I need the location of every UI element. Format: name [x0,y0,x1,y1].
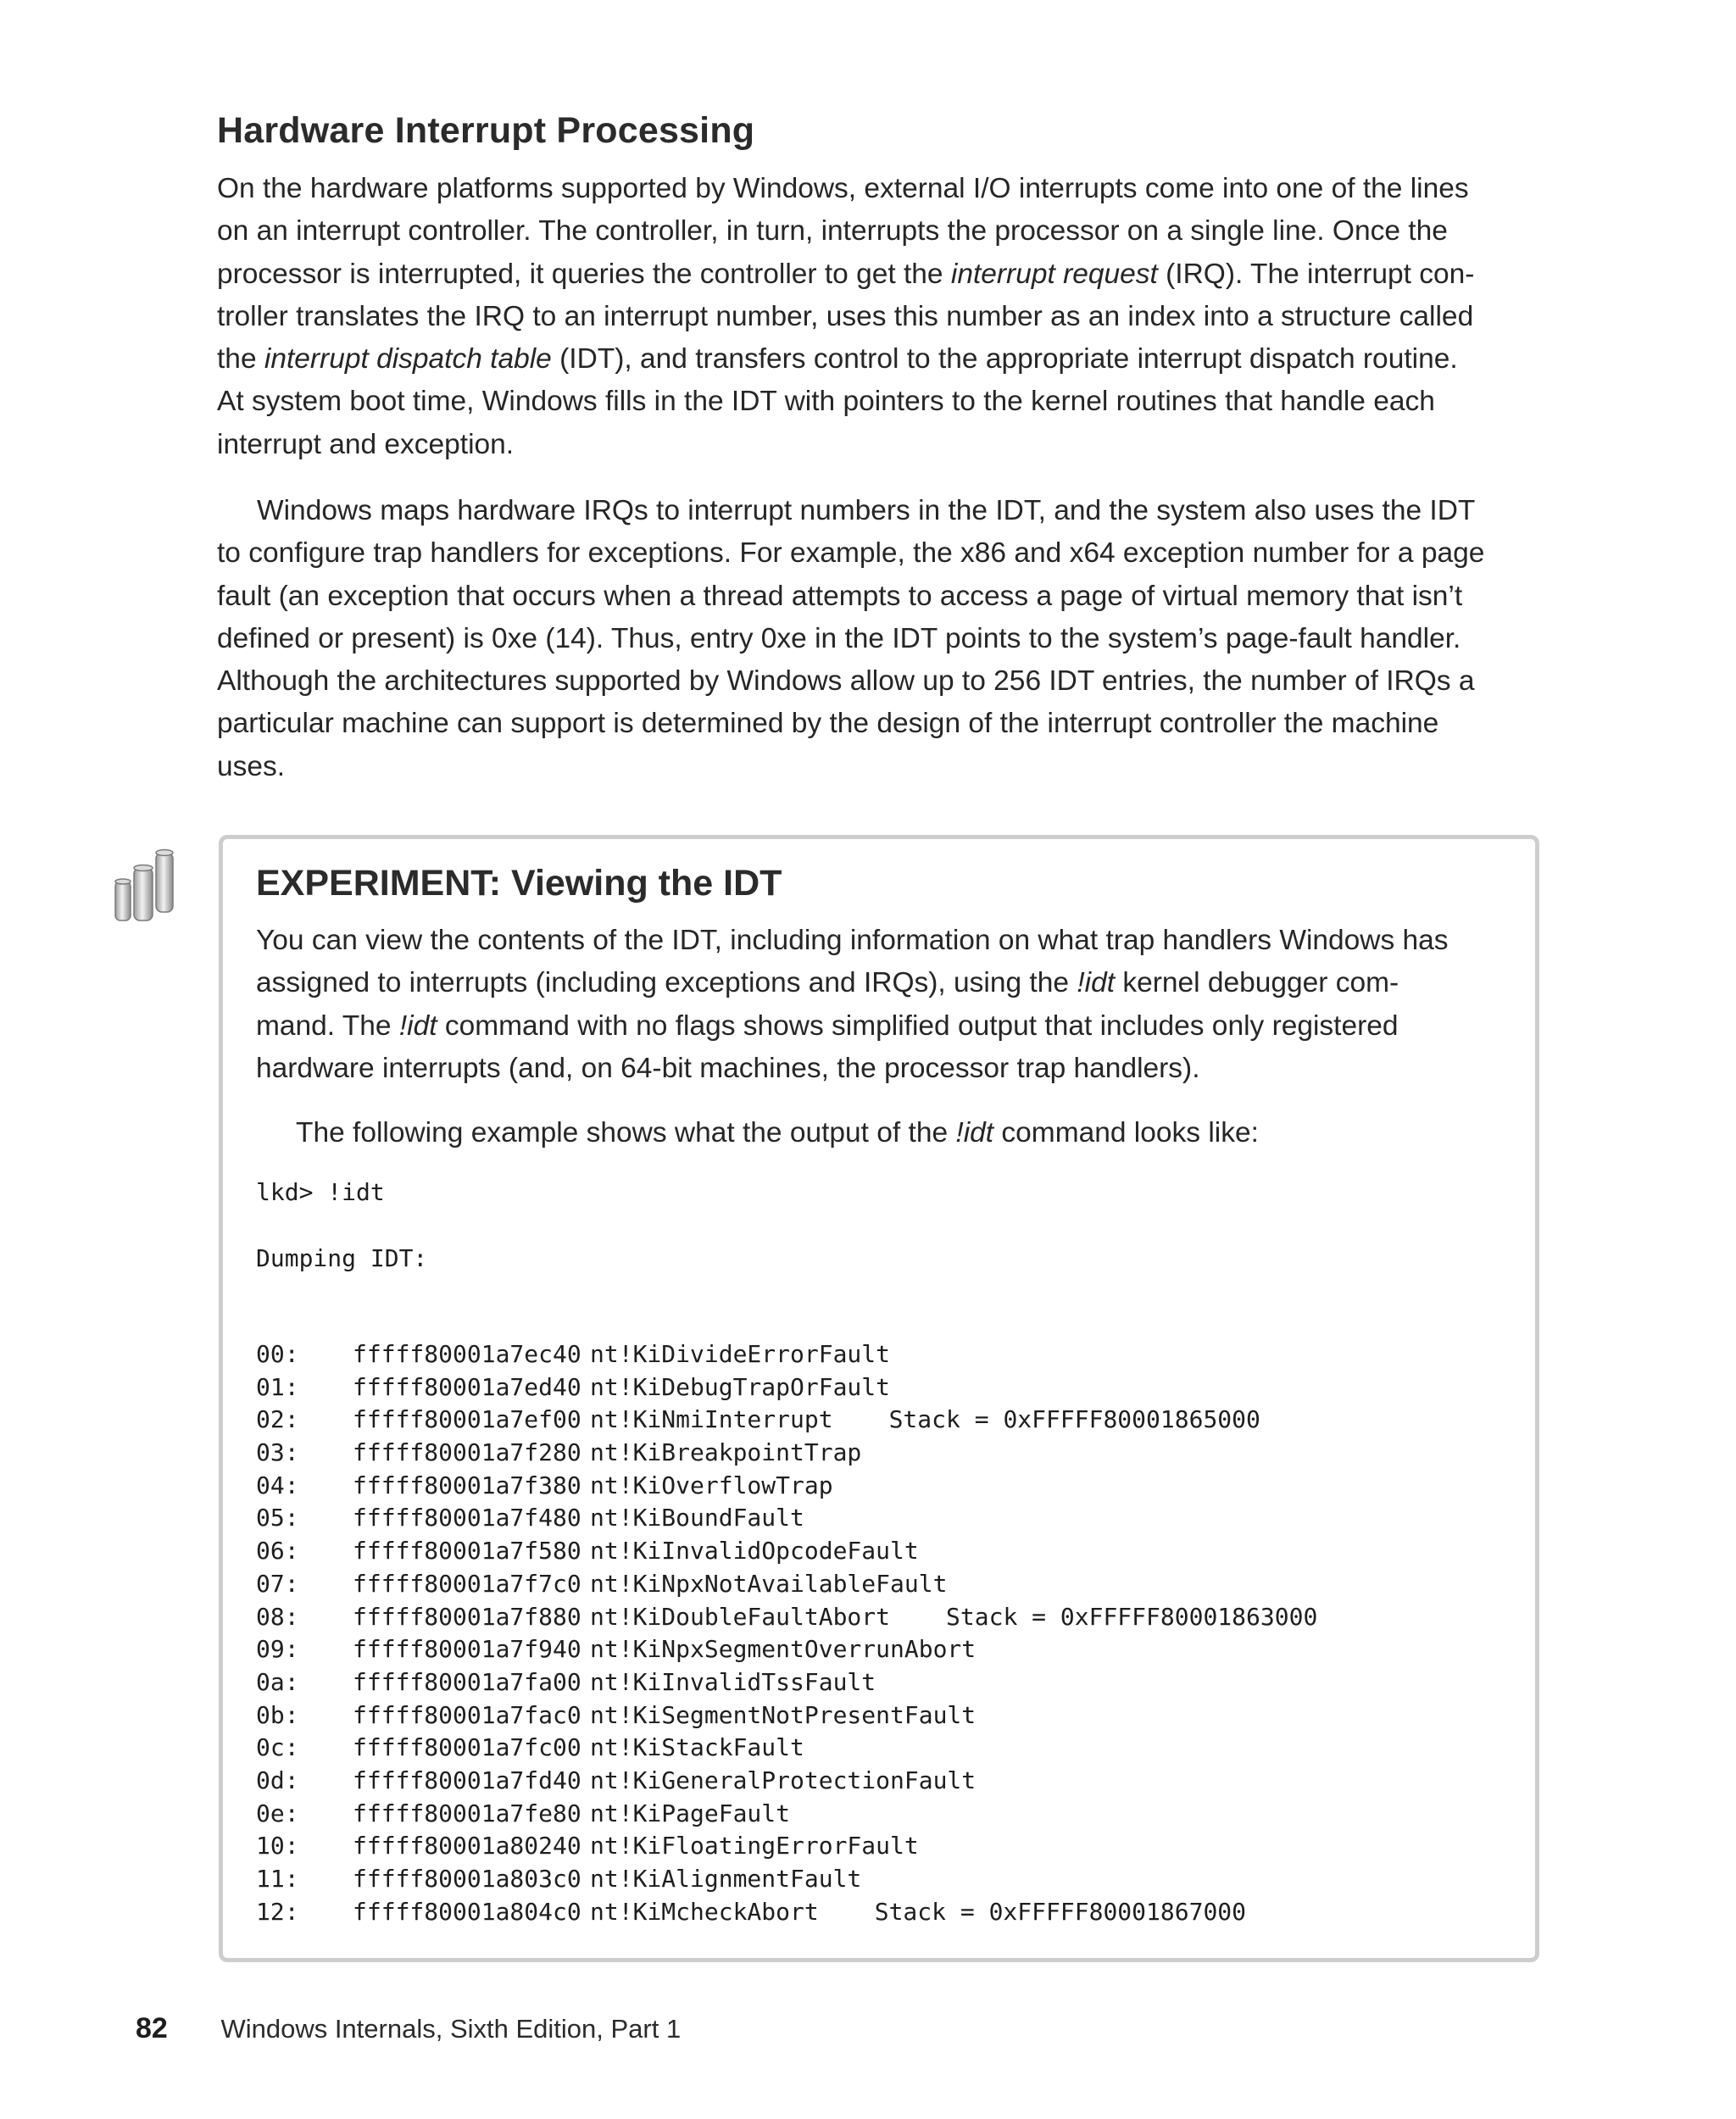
idt-handler: nt!KiMcheckAbort [590,1897,819,1926]
idt-address: fffff80001a7fc00 [353,1733,581,1762]
text-run: defined or present) is 0xe (14). Thus, entry 0xe in the IDT points to the system’s page-fault handler. [217,622,1461,654]
text-run: to configure trap handlers for exceptions. For example, the x86 and x64 exception number for a page [217,537,1485,570]
idt-row [256,1732,1317,1765]
text-line [256,920,1527,962]
idt-handler: nt!KiDivideErrorFault [590,1340,891,1368]
text-line [256,962,1527,1004]
idt-address: fffff80001a7fe80 [353,1799,581,1827]
idt-address: fffff80001a7f580 [353,1537,581,1566]
idt-handler: nt!KiPageFault [590,1799,791,1827]
idt-address: fffff80001a7f380 [353,1471,581,1499]
debugger-prompt: lkd> !idt [256,1178,385,1206]
book-title: Windows Internals, Sixth Edition, Part 1 [220,2014,682,2044]
text-run: processor is interrupted, it queries the controller to get the [217,258,951,290]
idt-address: fffff80001a7ef00 [353,1405,581,1434]
italic-term: !idt [955,1117,994,1148]
page-number: 82 [136,2012,168,2044]
idt-row [256,1666,1317,1699]
idt-handler: nt!KiDebugTrapOrFault [590,1372,891,1401]
idt-handler: nt!KiSegmentNotPresentFault [590,1700,976,1729]
text-line [217,338,1539,381]
idt-listing [256,1338,1317,1928]
idt-vector: 11: [256,1865,299,1893]
italic-term: interrupt request [950,258,1158,290]
idt-address: fffff80001a7fd40 [353,1766,581,1794]
text-line [217,168,1539,210]
text-run: At system boot time, Windows fills in the IDT with pointers to the kernel routines that handle each [217,386,1435,418]
experiment-paragraph [256,1112,1527,1154]
idt-stack: Stack = 0xFFFFF80001865000 [888,1405,1260,1434]
idt-handler: nt!KiOverflowTrap [590,1471,833,1499]
idt-handler: nt!KiBreakpointTrap [590,1438,862,1467]
idt-address: fffff80001a803c0 [353,1865,581,1893]
text-line [217,576,1539,618]
idt-handler: nt!KiGeneralProtectionFault [590,1766,976,1794]
italic-term: !idt [1077,967,1116,999]
idt-vector: 09: [256,1635,299,1664]
text-line [217,490,1539,532]
idt-vector: 01: [256,1372,299,1401]
text-run: Although the architectures supported by Windows allow up to 256 IDT entries, the number of IRQs a [217,665,1475,698]
idt-handler: nt!KiAlignmentFault [590,1865,862,1893]
idt-handler: nt!KiNpxSegmentOverrunAbort [590,1635,976,1664]
text-run: Windows maps hardware IRQs to interrupt numbers in the IDT, and the system also uses the IDT [257,495,1476,526]
text-line [217,618,1539,660]
idt-handler: nt!KiNpxNotAvailableFault [590,1569,948,1598]
text-line [256,1112,1527,1154]
text-run: the [217,343,264,375]
page-footer [136,2012,681,2045]
idt-vector: 07: [256,1569,299,1598]
idt-row [256,1338,1317,1371]
idt-handler: nt!KiBoundFault [590,1504,804,1532]
idt-row [256,1601,1317,1634]
text-line [217,424,1539,466]
idt-vector: 05: [256,1504,299,1532]
idt-vector: 10: [256,1832,299,1860]
idt-row [256,1699,1317,1732]
idt-vector: 08: [256,1602,299,1631]
idt-row [256,1404,1317,1437]
experiment-heading: EXPERIMENT: Viewing the IDT [256,863,782,904]
text-run: fault (an exception that occurs when a thread attempts to access a page of virtual memory that isn’t [217,580,1463,612]
section-heading: Hardware Interrupt Processing [217,110,755,151]
idt-handler: nt!KiDoubleFaultAbort [590,1602,891,1631]
text-run: on an interrupt controller. The controller, in turn, interrupts the processor on a single line. Once the [217,215,1448,247]
body-paragraph [217,168,1539,466]
idt-address: fffff80001a7f480 [353,1504,581,1532]
idt-vector: 0e: [256,1799,299,1827]
idt-address: fffff80001a7fa00 [353,1667,581,1696]
text-line [217,746,1539,788]
text-run: The following example shows what the output of the [296,1117,956,1148]
text-run: kernel debugger com- [1115,967,1399,999]
text-line [217,532,1539,575]
idt-address: fffff80001a7fac0 [353,1700,581,1729]
idt-handler: nt!KiFloatingErrorFault [590,1832,919,1860]
idt-vector: 03: [256,1438,299,1467]
idt-vector: 12: [256,1897,299,1926]
text-run: (IDT), and transfers control to the appropriate interrupt dispatch routine. [551,343,1458,375]
idt-handler: nt!KiStackFault [590,1733,804,1762]
idt-address: fffff80001a7f280 [353,1438,581,1467]
idt-vector: 0d: [256,1766,299,1794]
idt-address: fffff80001a7ed40 [353,1372,581,1401]
debugger-output-header: Dumping IDT: [256,1244,428,1272]
idt-vector: 02: [256,1405,299,1434]
experiment-paragraph [256,920,1527,1090]
text-run: command with no flags shows simplified output that includes only registered [437,1009,1399,1042]
text-run: particular machine can support is determined by the design of the interrupt controller the machine [217,708,1439,740]
italic-term: interrupt dispatch table [264,343,552,375]
idt-row [256,1437,1317,1470]
idt-address: fffff80001a7f880 [353,1602,581,1631]
idt-handler: nt!KiInvalidTssFault [590,1667,876,1696]
text-run: uses. [217,750,286,782]
idt-vector: 04: [256,1471,299,1499]
text-line [256,1048,1527,1090]
text-run: You can view the contents of the IDT, including information on what trap handlers Windows has [256,925,1449,956]
idt-address: fffff80001a804c0 [353,1897,581,1926]
text-line [217,381,1539,423]
idt-row [256,1371,1317,1404]
idt-handler: nt!KiNmiInterrupt [590,1405,833,1434]
idt-row [256,1502,1317,1535]
idt-stack: Stack = 0xFFFFF80001867000 [874,1897,1247,1926]
text-line [217,296,1539,338]
idt-row [256,1470,1317,1503]
text-line [217,703,1539,745]
idt-vector: 00: [256,1340,299,1368]
body-paragraph [217,490,1539,788]
text-line [217,660,1539,703]
text-run: On the hardware platforms supported by Windows, external I/O interrupts come into one of the lines [217,173,1469,204]
text-run: (IRQ). The interrupt con- [1157,258,1475,290]
text-run: interrupt and exception. [217,428,515,460]
experiment-beakers-icon [110,848,180,929]
idt-row [256,1830,1317,1863]
idt-handler: nt!KiInvalidOpcodeFault [590,1537,919,1566]
text-run: hardware interrupts (and, on 64-bit machines, the processor trap handlers). [256,1052,1200,1084]
idt-vector: 06: [256,1537,299,1566]
text-line [256,1005,1527,1048]
idt-address: fffff80001a7ec40 [353,1340,581,1368]
idt-address: fffff80001a7f7c0 [353,1569,581,1598]
idt-vector: 0c: [256,1733,299,1762]
text-line [217,210,1539,253]
text-line [217,253,1539,296]
idt-row [256,1765,1317,1798]
idt-vector: 0a: [256,1667,299,1696]
idt-row [256,1798,1317,1831]
idt-row [256,1535,1317,1568]
text-run: assigned to interrupts (including exceptions and IRQs), using the [256,967,1077,999]
text-run: troller translates the IRQ to an interrupt number, uses this number as an index into a structure called [217,300,1474,332]
idt-row [256,1633,1317,1666]
text-run: command looks like: [993,1117,1259,1148]
text-run: mand. The [256,1009,399,1042]
idt-vector: 0b: [256,1700,299,1729]
idt-stack: Stack = 0xFFFFF80001863000 [946,1602,1318,1631]
idt-row [256,1896,1317,1929]
idt-address: fffff80001a80240 [353,1832,581,1860]
idt-row [256,1863,1317,1896]
idt-address: fffff80001a7f940 [353,1635,581,1664]
italic-term: !idt [398,1009,437,1042]
idt-row [256,1568,1317,1601]
